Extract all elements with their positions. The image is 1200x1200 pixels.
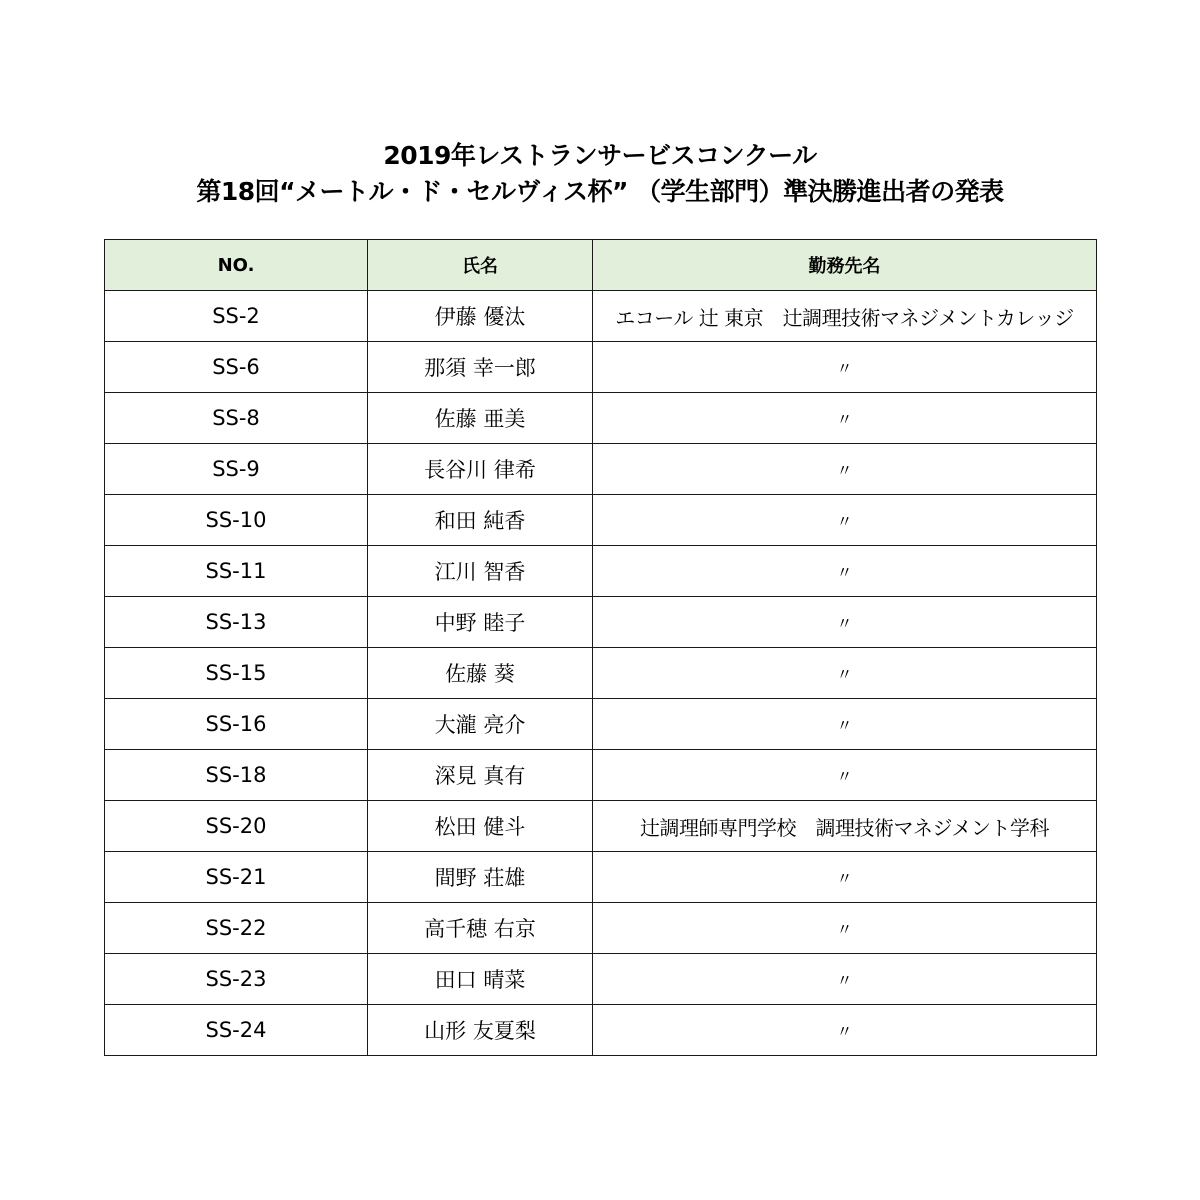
cell-name: 大瀧 亮介 <box>368 699 593 750</box>
cell-workplace: 〃 <box>593 750 1097 801</box>
cell-name: 江川 智香 <box>368 546 593 597</box>
title-line-2: 第18回“メートル・ド・セルヴィス杯” （学生部門）準決勝進出者の発表 <box>196 177 1004 206</box>
table-row <box>105 495 1097 546</box>
cell-workplace: 〃 <box>593 546 1097 597</box>
cell-no: SS-21 <box>105 852 368 903</box>
cell-name: 長谷川 律希 <box>368 444 593 495</box>
cell-workplace: 〃 <box>593 954 1097 1005</box>
cell-no: SS-8 <box>105 393 368 444</box>
cell-no: SS-9 <box>105 444 368 495</box>
cell-name: 深見 真有 <box>368 750 593 801</box>
cell-name: 松田 健斗 <box>368 801 593 852</box>
cell-no: SS-16 <box>105 699 368 750</box>
table-row <box>105 699 1097 750</box>
cell-name: 佐藤 葵 <box>368 648 593 699</box>
table-row <box>105 852 1097 903</box>
cell-name: 田口 晴菜 <box>368 954 593 1005</box>
cell-name: 佐藤 亜美 <box>368 393 593 444</box>
table-row <box>105 954 1097 1005</box>
cell-name: 那須 幸一郎 <box>368 342 593 393</box>
cell-workplace: エコール 辻 東京 辻調理技術マネジメントカレッジ <box>593 291 1097 342</box>
table-header-row <box>105 240 1097 291</box>
cell-name: 山形 友夏梨 <box>368 1005 593 1056</box>
cell-name: 中野 睦子 <box>368 597 593 648</box>
cell-workplace: 〃 <box>593 648 1097 699</box>
cell-no: SS-10 <box>105 495 368 546</box>
table-body <box>105 291 1097 1056</box>
cell-no: SS-11 <box>105 546 368 597</box>
cell-workplace: 〃 <box>593 597 1097 648</box>
table-row <box>105 546 1097 597</box>
announcement-title <box>0 138 1200 210</box>
cell-no: SS-6 <box>105 342 368 393</box>
table-row <box>105 903 1097 954</box>
table-row <box>105 648 1097 699</box>
cell-name: 伊藤 優汰 <box>368 291 593 342</box>
cell-workplace: 〃 <box>593 852 1097 903</box>
table-row <box>105 444 1097 495</box>
cell-no: SS-23 <box>105 954 368 1005</box>
cell-no: SS-15 <box>105 648 368 699</box>
cell-workplace: 〃 <box>593 699 1097 750</box>
cell-workplace: 〃 <box>593 903 1097 954</box>
cell-workplace: 〃 <box>593 393 1097 444</box>
table-row <box>105 750 1097 801</box>
cell-workplace: 〃 <box>593 495 1097 546</box>
cell-no: SS-24 <box>105 1005 368 1056</box>
cell-no: SS-22 <box>105 903 368 954</box>
table-row <box>105 1005 1097 1056</box>
cell-no: SS-20 <box>105 801 368 852</box>
cell-name: 和田 純香 <box>368 495 593 546</box>
cell-workplace: 辻調理師専門学校 調理技術マネジメント学科 <box>593 801 1097 852</box>
cell-workplace: 〃 <box>593 444 1097 495</box>
cell-no: SS-13 <box>105 597 368 648</box>
table-row <box>105 291 1097 342</box>
table-row <box>105 342 1097 393</box>
cell-workplace: 〃 <box>593 342 1097 393</box>
header-name: 氏名 <box>368 240 593 291</box>
title-line-1: 2019年レストランサービスコンクール <box>383 141 817 170</box>
cell-no: SS-18 <box>105 750 368 801</box>
semifinalist-table <box>104 239 1097 1056</box>
header-no: NO. <box>105 240 368 291</box>
table-row <box>105 801 1097 852</box>
header-workplace: 勤務先名 <box>593 240 1097 291</box>
table-row <box>105 393 1097 444</box>
cell-name: 間野 荘雄 <box>368 852 593 903</box>
cell-name: 高千穂 右京 <box>368 903 593 954</box>
cell-no: SS-2 <box>105 291 368 342</box>
cell-workplace: 〃 <box>593 1005 1097 1056</box>
table-row <box>105 597 1097 648</box>
